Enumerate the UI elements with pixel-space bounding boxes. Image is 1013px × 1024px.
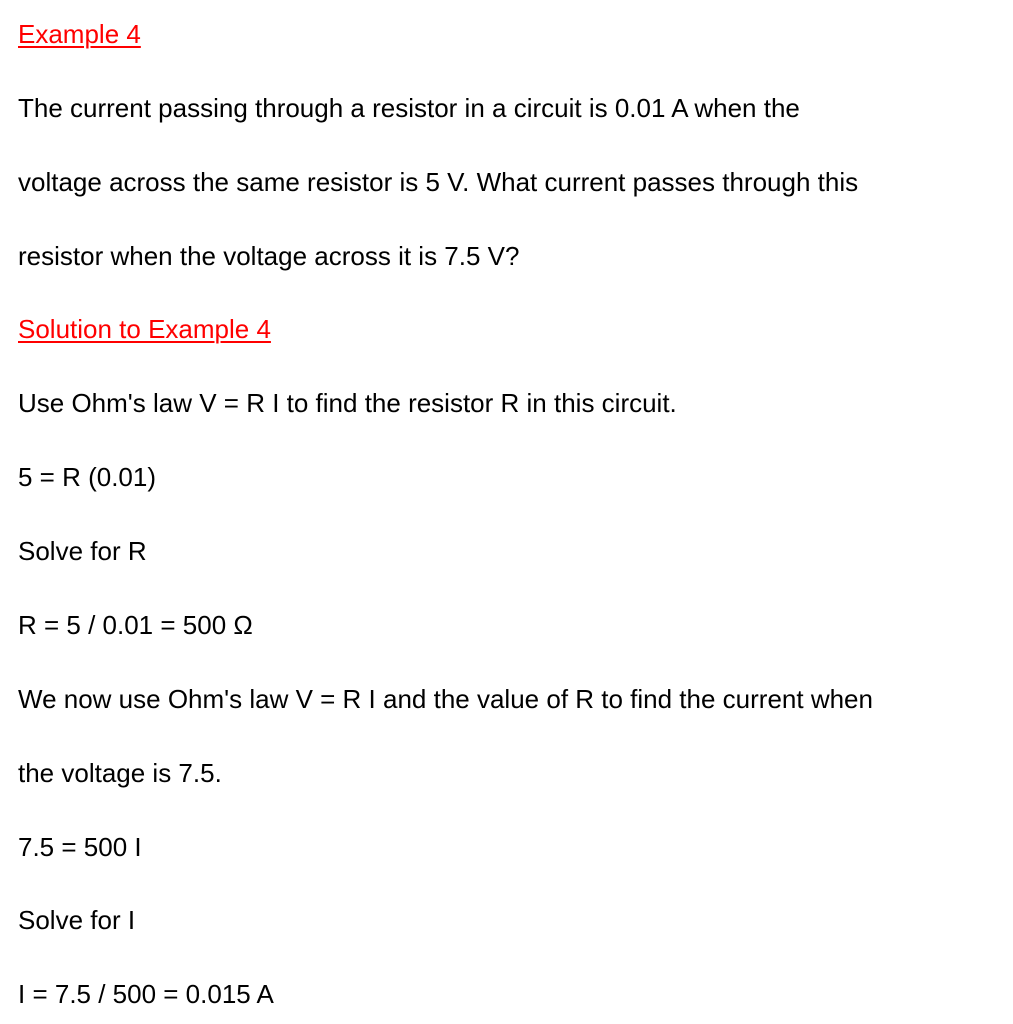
- problem-text-line-3: resistor when the voltage across it is 7.5 V?: [18, 241, 520, 271]
- equation-4: I = 7.5 / 500 = 0.015 A: [18, 979, 274, 1009]
- equation-1: 5 = R (0.01): [18, 462, 157, 492]
- example-heading[interactable]: Example 4: [18, 19, 141, 49]
- solution-step-4: Solve for I: [18, 905, 136, 935]
- solution-step-3-line-1: We now use Ohm's law V = R I and the value of R to find the current when: [18, 684, 873, 714]
- problem-text-line-1: The current passing through a resistor in a circuit is 0.01 A when the: [18, 93, 800, 123]
- equation-2: R = 5 / 0.01 = 500 Ω: [18, 610, 253, 640]
- problem-text-line-2: voltage across the same resistor is 5 V. What current passes through this: [18, 167, 859, 197]
- solution-step-1: Use Ohm's law V = R I to find the resistor R in this circuit.: [18, 388, 677, 418]
- solution-step-3-line-2: the voltage is 7.5.: [18, 758, 222, 788]
- solution-heading[interactable]: Solution to Example 4: [18, 314, 271, 344]
- equation-3: 7.5 = 500 I: [18, 832, 142, 862]
- solution-step-2: Solve for R: [18, 536, 147, 566]
